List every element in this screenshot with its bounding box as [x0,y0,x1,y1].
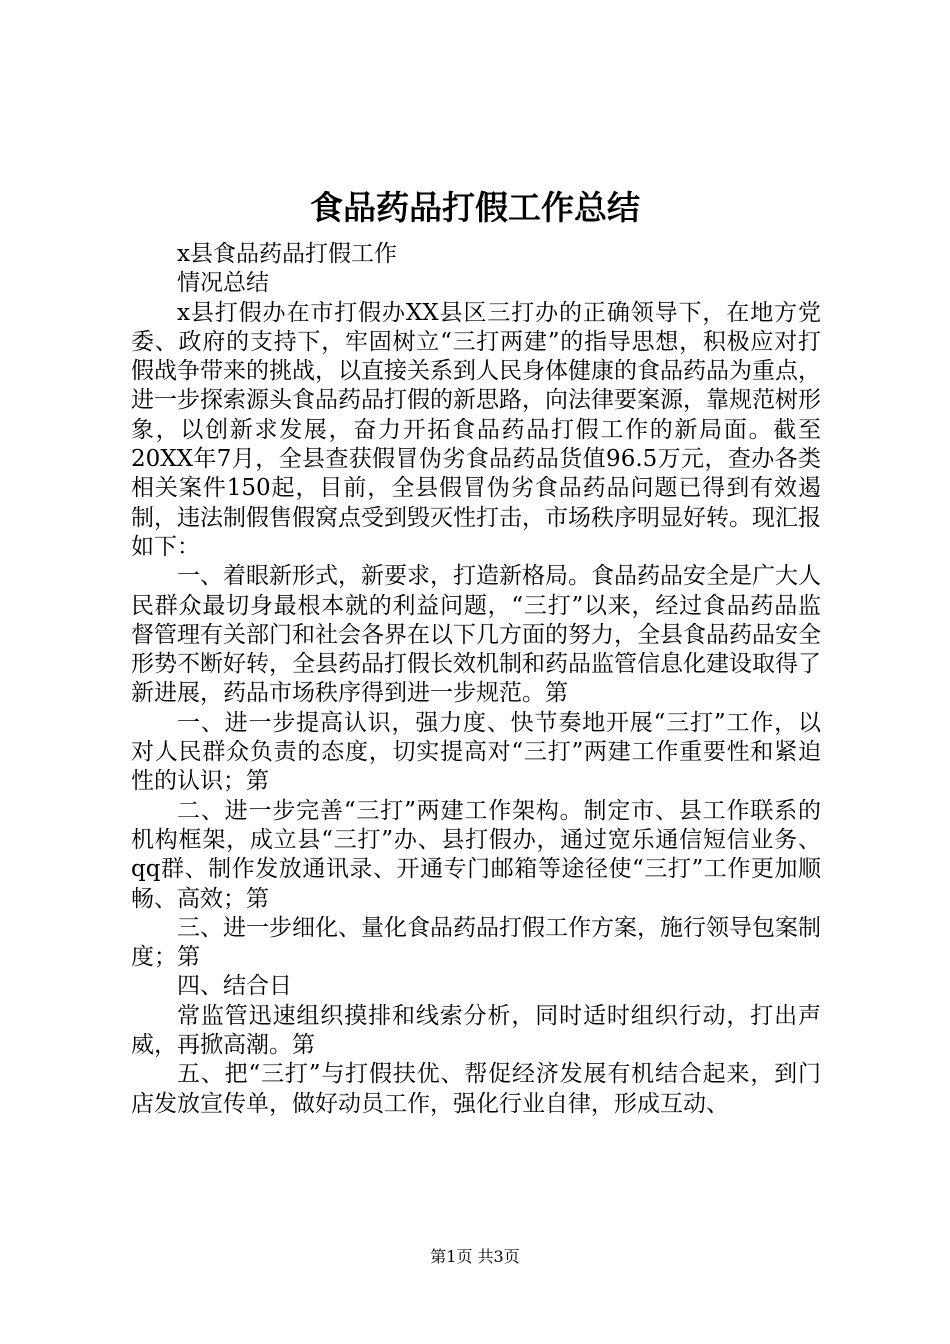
paragraph: 情况总结 [177,270,269,297]
paragraph: 一、着眼新形式，新要求，打造新格局。食品药品安全是广大人民群众最切身最根本就的利益问题，“三打”以来，经过食品药品监督管理有关部门和社会各界在以下几方面的努力，全县食品药品安全形势不断好转，全县药品打假长效机制和药品监管信息化建设取得了新进展，药品市场秩序得到进一步规范。第 [131,563,821,707]
paragraph: 三、进一步细化、量化食品药品打假工作方案，施行领导包案制度；第 [131,914,821,971]
page-number-footer: 第1页 共3页 [430,1247,520,1266]
paragraph: 二、进一步完善“三打”两建工作架构。制定市、县工作联系的机构框架，成立县“三打”办、县打假办，通过宽乐通信短信业务、qq群、制作发放通讯录、开通专门邮箱等途径使“三打”工作更加顺畅、高效；第 [131,797,821,912]
paragraph: 四、结合日 [177,973,292,1000]
document-body [131,240,821,1119]
paragraph: x县食品药品打假工作 [177,241,397,267]
paragraph: 一、进一步提高认识，强力度、快节奏地开展“三打”工作，以对人民群众负责的态度，切实提高对“三打”两建工作重要性和紧迫性的认识；第 [131,709,821,795]
paragraph: 常监管迅速组织摸排和线索分析，同时适时组织行动，打出声威，再掀高潮。第 [131,1002,821,1059]
paragraph: 五、把“三打”与打假扶优、帮促经济发展有机结合起来，到门店发放宣传单，做好动员工作，强化行业自律，形成互动、 [131,1061,821,1117]
document-title: 食品药品打假工作总结 [310,188,640,227]
paragraph: x县打假办在市打假办XX县区三打办的正确领导下，在地方党委、政府的支持下，牢固树立“三打两建”的指导思想，积极应对打假战争带来的挑战，以直接关系到人民身体健康的食品药品为重点，进一步探索源头食品药品打假的新思路，向法律要案源，靠规范树形象，以创新求发展，奋力开拓食品药品打假工作的新局面。截至20XX年7月，全县查获假冒伪劣食品药品货值96.5万元，查办各类相关案件150起，目前，全县假冒伪劣食品药品问题已得到有效遏制，违法制假售假窝点受到毁灭性打击，市场秩序明显好转。现汇报如下： [131,299,821,560]
